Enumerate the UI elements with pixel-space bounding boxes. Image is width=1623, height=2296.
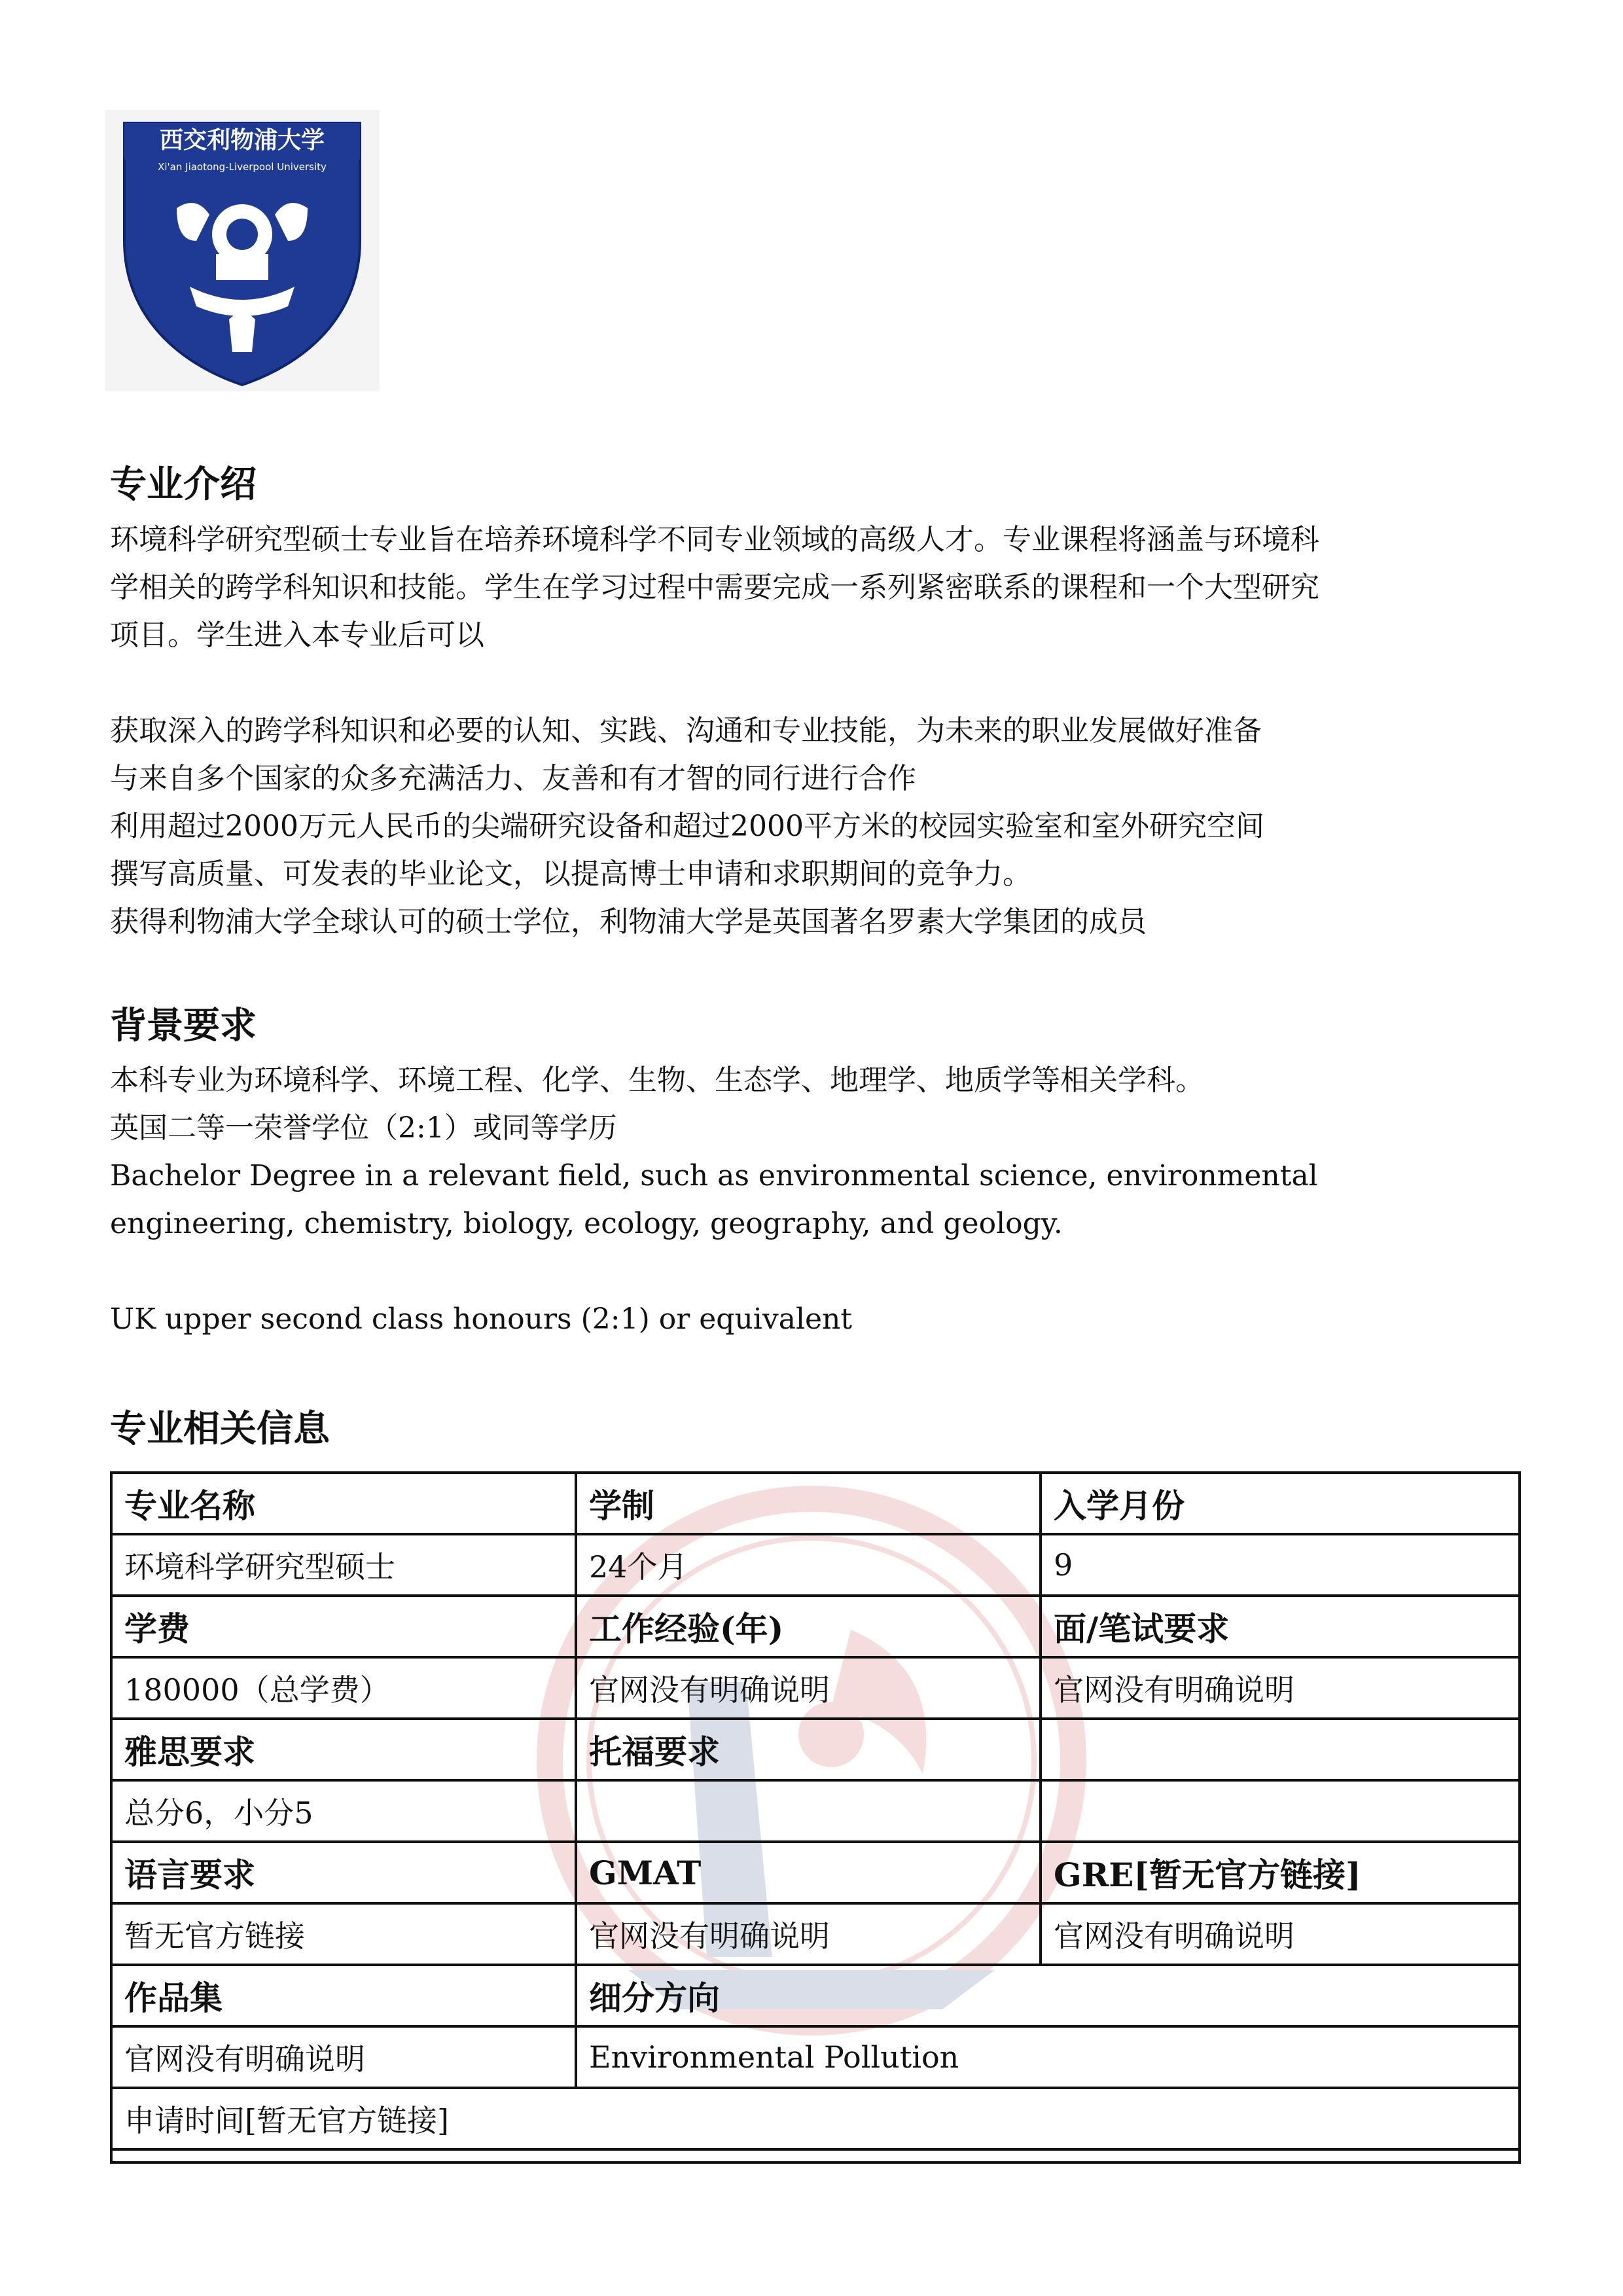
intro-line: 项目。学生进入本专业后可以 [110,619,484,652]
intro-bullet: 利用超过2000万元人民币的尖端研究设备和超过2000平方米的校园实验室和室外研究空间 [110,810,1264,843]
table-cell: 官网没有明确说明 [1041,1903,1520,1965]
table-row [111,2026,1520,2088]
table-row-empty [111,2149,1520,2162]
table-row [111,1719,1520,1780]
background-line: engineering, chemistry, biology, ecology, geography, and geology. [110,1207,1063,1240]
table-cell [576,1780,1041,1842]
table-row [111,1965,1520,2026]
program-info-table [110,1471,1521,2164]
intro-body [110,516,1524,946]
intro-bullet: 与来自多个国家的众多充满活力、友善和有才智的同行进行合作 [110,762,916,795]
background-line: 英国二等一荣誉学位（2:1）或同等学历 [110,1111,617,1145]
table-header-cell: GRE[暂无官方链接] [1041,1842,1520,1903]
table-cell: 官网没有明确说明 [576,1903,1041,1965]
table-cell: 180000（总学费） [111,1657,576,1719]
intro-line: 环境科学研究型硕士专业旨在培养环境科学不同专业领域的高级人才。专业课程将涵盖与环境科 [110,523,1319,556]
table-cell: 9 [1041,1534,1520,1596]
table-cell: 环境科学研究型硕士 [111,1534,576,1596]
table-row [111,1473,1520,1534]
table-cell: 申请时间[暂无官方链接] [111,2088,1520,2149]
svg-text:Xi'an Jiaotong-Liverpool Unive: Xi'an Jiaotong-Liverpool University [158,161,327,173]
table-row [111,1596,1520,1657]
table-cell: 24个月 [576,1534,1041,1596]
background-footer-line: UK upper second class honours (2:1) or equivalent [110,1302,853,1336]
table-row [111,1842,1520,1903]
table-header-cell: 托福要求 [576,1719,1041,1780]
background-line: Bachelor Degree in a relevant field, such as environmental science, environmental [110,1159,1318,1193]
table-cell: 暂无官方链接 [111,1903,576,1965]
university-logo [105,110,380,391]
table-cell: 官网没有明确说明 [111,2026,576,2088]
intro-bullet: 撰写高质量、可发表的毕业论文，以提高博士申请和求职期间的竞争力。 [110,857,1031,891]
table-cell: 总分6，小分5 [111,1780,576,1842]
background-title: 背景要求 [110,1004,257,1047]
table-header-cell: 细分方向 [576,1965,1520,2026]
table-cell: Environmental Pollution [576,2026,1520,2088]
intro-line: 学相关的跨学科知识和技能。学生在学习过程中需要完成一系列紧密联系的课程和一个大型研究 [110,571,1319,604]
table-cell: 官网没有明确说明 [1041,1657,1520,1719]
table-row [111,1903,1520,1965]
table-header-cell: GMAT [576,1842,1041,1903]
table-header-cell: 雅思要求 [111,1719,576,1780]
table-header-cell: 学制 [576,1473,1041,1534]
table-cell: 官网没有明确说明 [576,1657,1041,1719]
intro-bullet: 获取深入的跨学科知识和必要的认知、实践、沟通和专业技能，为未来的职业发展做好准备 [110,714,1262,747]
table-header-cell: 作品集 [111,1965,576,2026]
table-header-cell: 工作经验(年) [576,1596,1041,1657]
table-header-cell [1041,1719,1520,1780]
table-row [111,1657,1520,1719]
table-row [111,1780,1520,1842]
table-header-cell: 面/笔试要求 [1041,1596,1520,1657]
intro-title: 专业介绍 [110,463,257,506]
table-header-cell: 语言要求 [111,1842,576,1903]
background-line: 本科专业为环境科学、环境工程、化学、生物、生态学、地理学、地质学等相关学科。 [110,1064,1204,1097]
info-title: 专业相关信息 [110,1407,330,1450]
table-header-cell: 入学月份 [1041,1473,1520,1534]
table-cell-empty [111,2149,1520,2162]
svg-text:西交利物浦大学: 西交利物浦大学 [159,127,325,154]
table-row [111,1534,1520,1596]
intro-bullet: 获得利物浦大学全球认可的硕士学位，利物浦大学是英国著名罗素大学集团的成员 [110,905,1147,939]
table-header-cell: 专业名称 [111,1473,576,1534]
table-header-cell: 学费 [111,1596,576,1657]
table-row [111,2088,1520,2149]
background-body [110,1056,1524,1343]
table-cell [1041,1780,1520,1842]
